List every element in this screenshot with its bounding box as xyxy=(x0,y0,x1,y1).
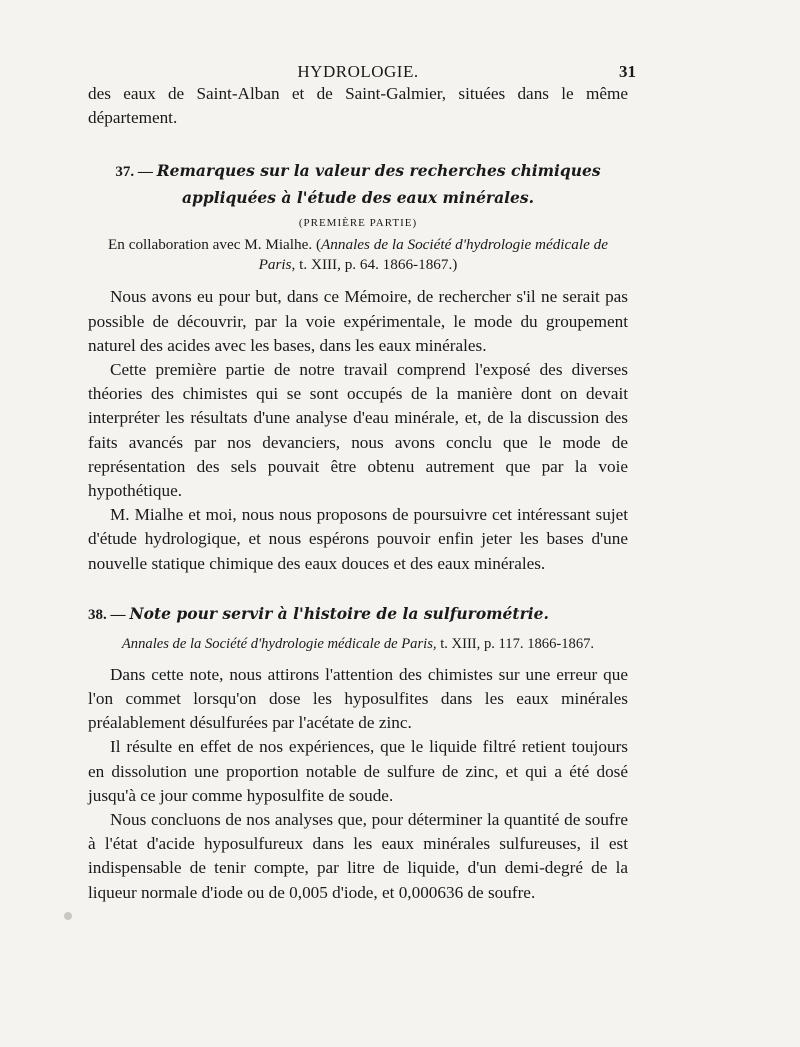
citation-suffix: t. XIII, p. 117. 1866-1867. xyxy=(436,635,595,652)
citation-prefix: En collaboration avec M. Mialhe. ( xyxy=(108,236,322,254)
running-title: HYDROLOGIE. xyxy=(297,62,419,81)
citation-journal: Annales de la Société d'hydrologie médicale de Paris, xyxy=(121,635,437,652)
entry-37-paragraph-1: Nous avons eu pour but, dans ce Mémoire, de rechercher s'il ne serait pas possible de découvrir, par la voie expérimentale, le mode du groupement naturel des acides avec les bases, dans les eaux minérales. xyxy=(88,287,628,355)
page-number: 31 xyxy=(619,62,636,81)
entry-37-title: Remarques sur la valeur des recherches chimiques appliquées à l'étude des eaux minérales. xyxy=(156,161,601,208)
entry-38-number: 38. — xyxy=(88,606,126,623)
entry-37-citation xyxy=(88,235,628,275)
entry-37-paragraph-2: Cette première partie de notre travail comprend l'exposé des diverses théories des chimistes qui se sont occupés de la manière dont on devait interpréter les résultats d'une analyse d'eau minérale, et, de la discussion des faits avancés par nos devanciers, nous avons conclu que le mode de représentation des sels pouvait être obtenu autrement que par la voie hypothétique. xyxy=(88,360,628,501)
spacer xyxy=(88,653,628,663)
paper-speck xyxy=(64,912,72,920)
entry-37-paragraph-3: M. Mialhe et moi, nous nous proposons de poursuivre cet intéressant sujet d'étude hydrologique, et nous espérons pouvoir enfin jeter les bases d'une nouvelle statique chimique des eaux douces et des eaux minérales. xyxy=(88,505,628,573)
document-page xyxy=(88,56,636,905)
entry-38-title: Note pour servir à l'histoire de la sulfurométrie. xyxy=(129,603,549,623)
citation-suffix: t. XIII, p. 64. 1866-1867.) xyxy=(295,256,458,274)
entry-38-paragraph-2: Il résulte en effet de nos expériences, que le liquide filtré retient toujours en dissolution une proportion notable de sulfure de zinc, et qui a été dosé jusqu'à ce jour comme hyposulfite de soude. xyxy=(88,737,628,805)
entry-38-paragraph-3: Nous concluons de nos analyses que, pour déterminer la quantité de soufre à l'état d'acide hyposulfureux dans les eaux minérales sulfureuses, il est indispensable de tenir compte, par litre de liquide, d'un demi-degré de la liqueur normale d'iode ou de 0,005 d'iode, et 0,000636 de soufre. xyxy=(88,810,628,902)
spacer xyxy=(88,275,628,285)
citation-journal: Annales de la Société d'hydrologie médicale de Paris, xyxy=(258,236,608,274)
running-header xyxy=(88,56,636,82)
entry-38-paragraph-1: Dans cette note, nous attirons l'attention des chimistes sur une erreur que l'on commet lorsqu'on dose les hyposulfites dans les eaux minérales préalablement désulfurées par l'acétate de zinc. xyxy=(88,664,628,733)
entry-37-heading xyxy=(88,158,628,211)
entry-37-number: 37. — xyxy=(115,164,153,181)
entry-37-subtitle: (PREMIÈRE PARTIE) xyxy=(298,217,418,230)
entry-38-citation xyxy=(88,636,628,653)
entry-38-heading xyxy=(88,604,628,624)
intro-paragraph: des eaux de Saint-Alban et de Saint-Galmier, situées dans le même département. xyxy=(88,84,628,128)
